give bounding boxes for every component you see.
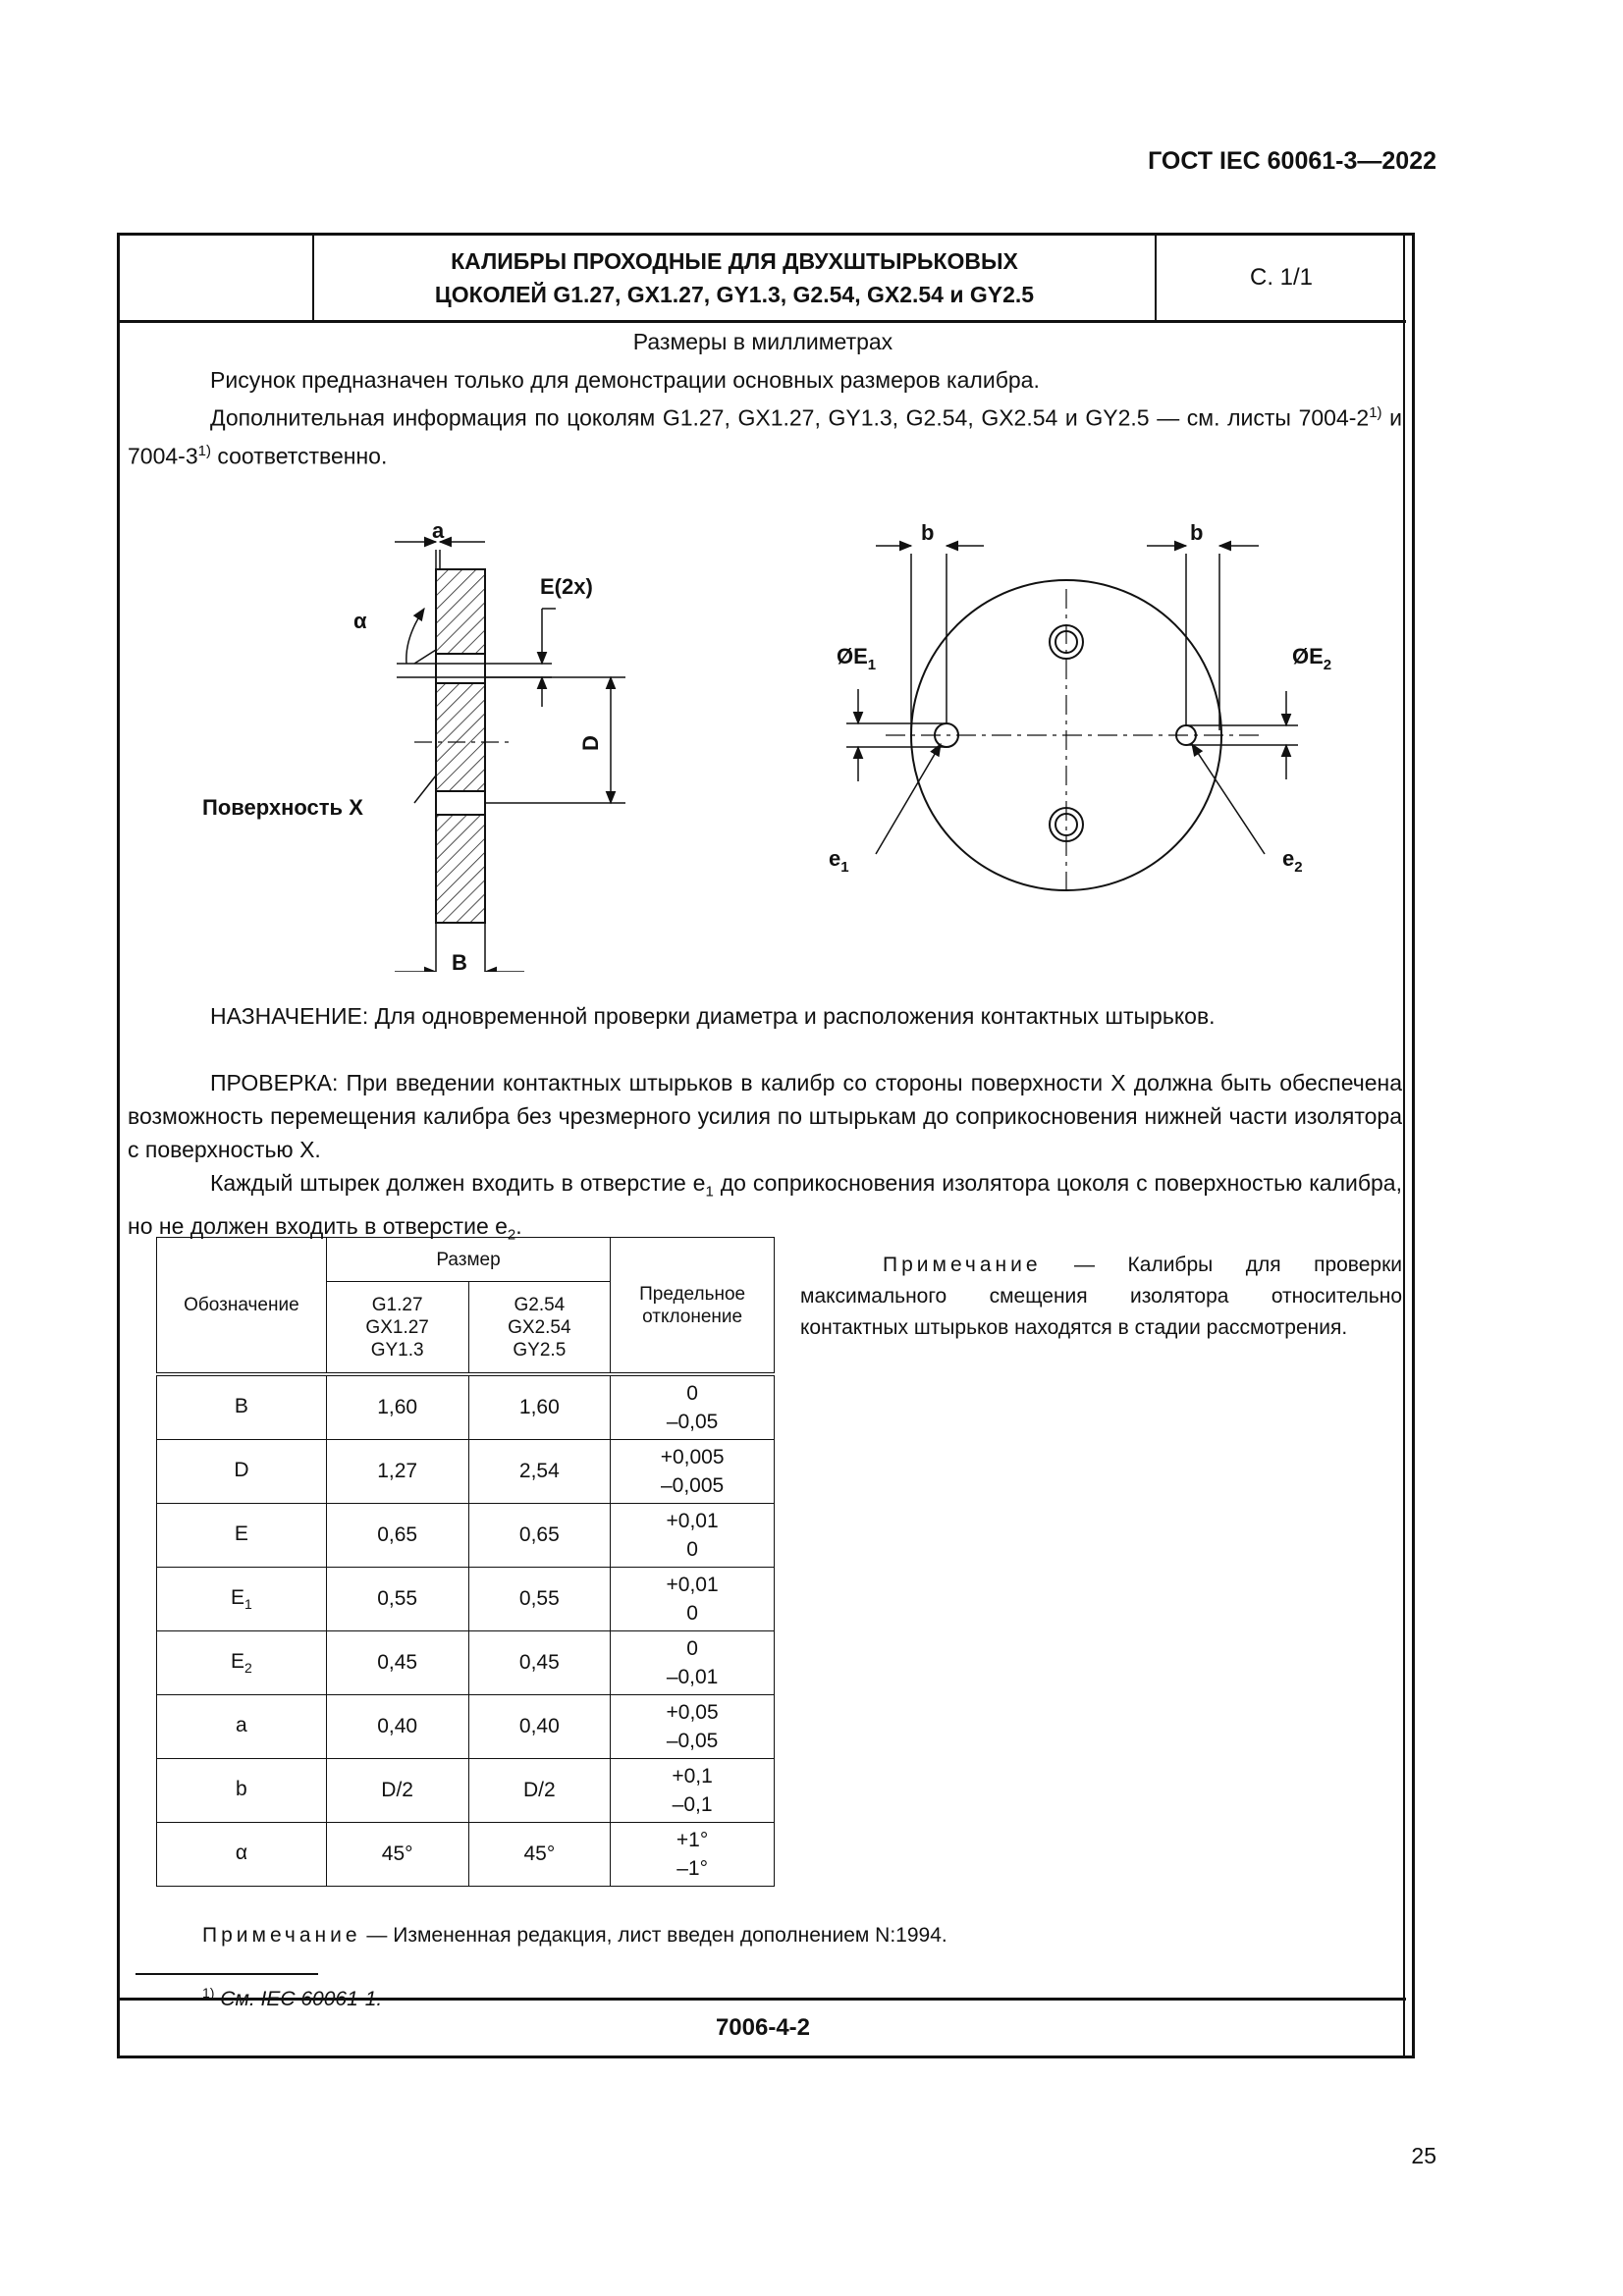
- cell-value-2: 0,65: [468, 1504, 611, 1568]
- cell-value-2: 0,45: [468, 1631, 611, 1695]
- label-e2: $e_2$: [1282, 846, 1303, 876]
- cell-value-2: 1,60: [468, 1374, 611, 1440]
- document-code: ГОСТ IEC 60061-3—2022: [1148, 147, 1436, 175]
- label-B: B: [452, 950, 467, 972]
- dimensions-table: [156, 1237, 775, 1887]
- table-row: [157, 1504, 775, 1568]
- title-block: [120, 236, 1406, 323]
- title-block-empty-cell: [120, 236, 314, 320]
- side-view: [395, 542, 625, 972]
- cell-value-1: 45°: [326, 1823, 468, 1887]
- cell-tolerance: +0,01 0: [611, 1568, 775, 1631]
- dimensions-table-body: [157, 1374, 775, 1887]
- cell-value-2: 0,55: [468, 1568, 611, 1631]
- cell-value-1: 0,45: [326, 1631, 468, 1695]
- cell-designation: B: [157, 1374, 327, 1440]
- note-bottom: Примечание — Измененная редакция, лист введен дополнением N:1994.: [202, 1924, 947, 1947]
- col-designation: Обозначение: [157, 1238, 327, 1375]
- col-size: Размер: [326, 1238, 610, 1282]
- cell-tolerance: 0 –0,05: [611, 1374, 775, 1440]
- cell-value-2: 45°: [468, 1823, 611, 1887]
- col-g254: G2.54 GX2.54 GY2.5: [468, 1282, 611, 1375]
- col-tolerance: Предельное отклонение: [611, 1238, 775, 1375]
- front-view: [846, 546, 1298, 893]
- intro-paragraph-1: Рисунок предназначен только для демонстрации основных размеров калибра.: [210, 367, 1040, 393]
- cell-value-2: D/2: [468, 1759, 611, 1823]
- sheet-number: С. 1/1: [1249, 264, 1314, 291]
- intro-paragraph-2: Дополнительная информация по цоколям G1.27, GX1.27, GY1.3, G2.54, GX2.54 и GY2.5 — см. листы 7004-2$^{1)}$ и 7004-3$^{1)}$ соответственно.: [128, 404, 1402, 469]
- label-surface-x: Поверхность X: [202, 795, 363, 820]
- cell-designation: D: [157, 1440, 327, 1504]
- label-oe2: $ØE_2$: [1292, 644, 1332, 673]
- cell-value-1: 1,60: [326, 1374, 468, 1440]
- label-a: a: [432, 518, 445, 543]
- cell-value-1: D/2: [326, 1759, 468, 1823]
- sheet-title: [314, 236, 1157, 320]
- label-b-left: b: [921, 520, 935, 545]
- check-paragraph: ПРОВЕРКА: При введении контактных штырьков в калибр со стороны поверхности X должна быть обеспечена возможность перемещения калибра без чрезмерного усилия по штырькам до соприкосновения нижней части изолятора с поверхностью X.: [128, 1070, 1402, 1162]
- units-note: Размеры в миллиметрах: [632, 329, 893, 354]
- cell-value-1: 0,40: [326, 1695, 468, 1759]
- cell-designation: $E_2$: [157, 1631, 327, 1695]
- table-row: [157, 1823, 775, 1887]
- table-row: [157, 1374, 775, 1440]
- page-number: 25: [1411, 2143, 1436, 2168]
- sheet-code: 7006-4-2: [120, 1998, 1406, 2056]
- cell-designation: α: [157, 1823, 327, 1887]
- cell-value-1: 0,65: [326, 1504, 468, 1568]
- gauge-drawing: [120, 481, 1406, 972]
- purpose-paragraph: НАЗНАЧЕНИЕ: Для одновременной проверки диаметра и расположения контактных штырьков.: [210, 1003, 1216, 1029]
- cell-tolerance: +0,1 –0,1: [611, 1759, 775, 1823]
- cell-value-2: 2,54: [468, 1440, 611, 1504]
- cell-value-2: 0,40: [468, 1695, 611, 1759]
- cell-tolerance: +0,05 –0,05: [611, 1695, 775, 1759]
- sheet-title-line-1: КАЛИБРЫ ПРОХОДНЫЕ ДЛЯ ДВУХШТЫРЬКОВЫХ: [451, 248, 1018, 274]
- cell-tolerance: +1° –1°: [611, 1823, 775, 1887]
- label-e1: $e_1$: [829, 846, 849, 876]
- cell-value-1: 0,55: [326, 1568, 468, 1631]
- footnote-rule: [135, 1973, 318, 1975]
- label-alpha: α: [353, 609, 367, 633]
- label-E-2x: E(2x): [540, 574, 593, 599]
- pin-paragraph: Каждый штырек должен входить в отверстие $e_1$ до соприкосновения изолятора цоколя с поверхностью калибра, но не должен входить в отверстие $e_2$.: [128, 1170, 1402, 1244]
- cell-designation: $E_1$: [157, 1568, 327, 1631]
- cell-tolerance: +0,005 –0,005: [611, 1440, 775, 1504]
- sheet-title-line-2: ЦОКОЛЕЙ G1.27, GX1.27, GY1.3, G2.54, GX2.54 и GY2.5: [434, 282, 1035, 307]
- table-row: [157, 1759, 775, 1823]
- label-oe1: $ØE_1$: [837, 644, 877, 673]
- cell-value-1: 1,27: [326, 1440, 468, 1504]
- cell-designation: E: [157, 1504, 327, 1568]
- cell-designation: a: [157, 1695, 327, 1759]
- cell-tolerance: 0 –0,01: [611, 1631, 775, 1695]
- col-g127: G1.27 GX1.27 GY1.3: [326, 1282, 468, 1375]
- note-right: Примечание — Калибры для проверки максимального смещения изолятора относительно контактных штырьков находятся в стадии рассмотрения.: [800, 1254, 1402, 1339]
- sheet-frame: [117, 233, 1415, 2058]
- table-row: [157, 1695, 775, 1759]
- table-row: [157, 1440, 775, 1504]
- table-row: [157, 1631, 775, 1695]
- cell-tolerance: +0,01 0: [611, 1504, 775, 1568]
- footnote: $^{1)}$ См. IEC 60061-1.: [202, 1985, 383, 2010]
- cell-designation: b: [157, 1759, 327, 1823]
- label-b-right: b: [1190, 520, 1204, 545]
- label-D: D: [578, 735, 603, 751]
- table-row: [157, 1568, 775, 1631]
